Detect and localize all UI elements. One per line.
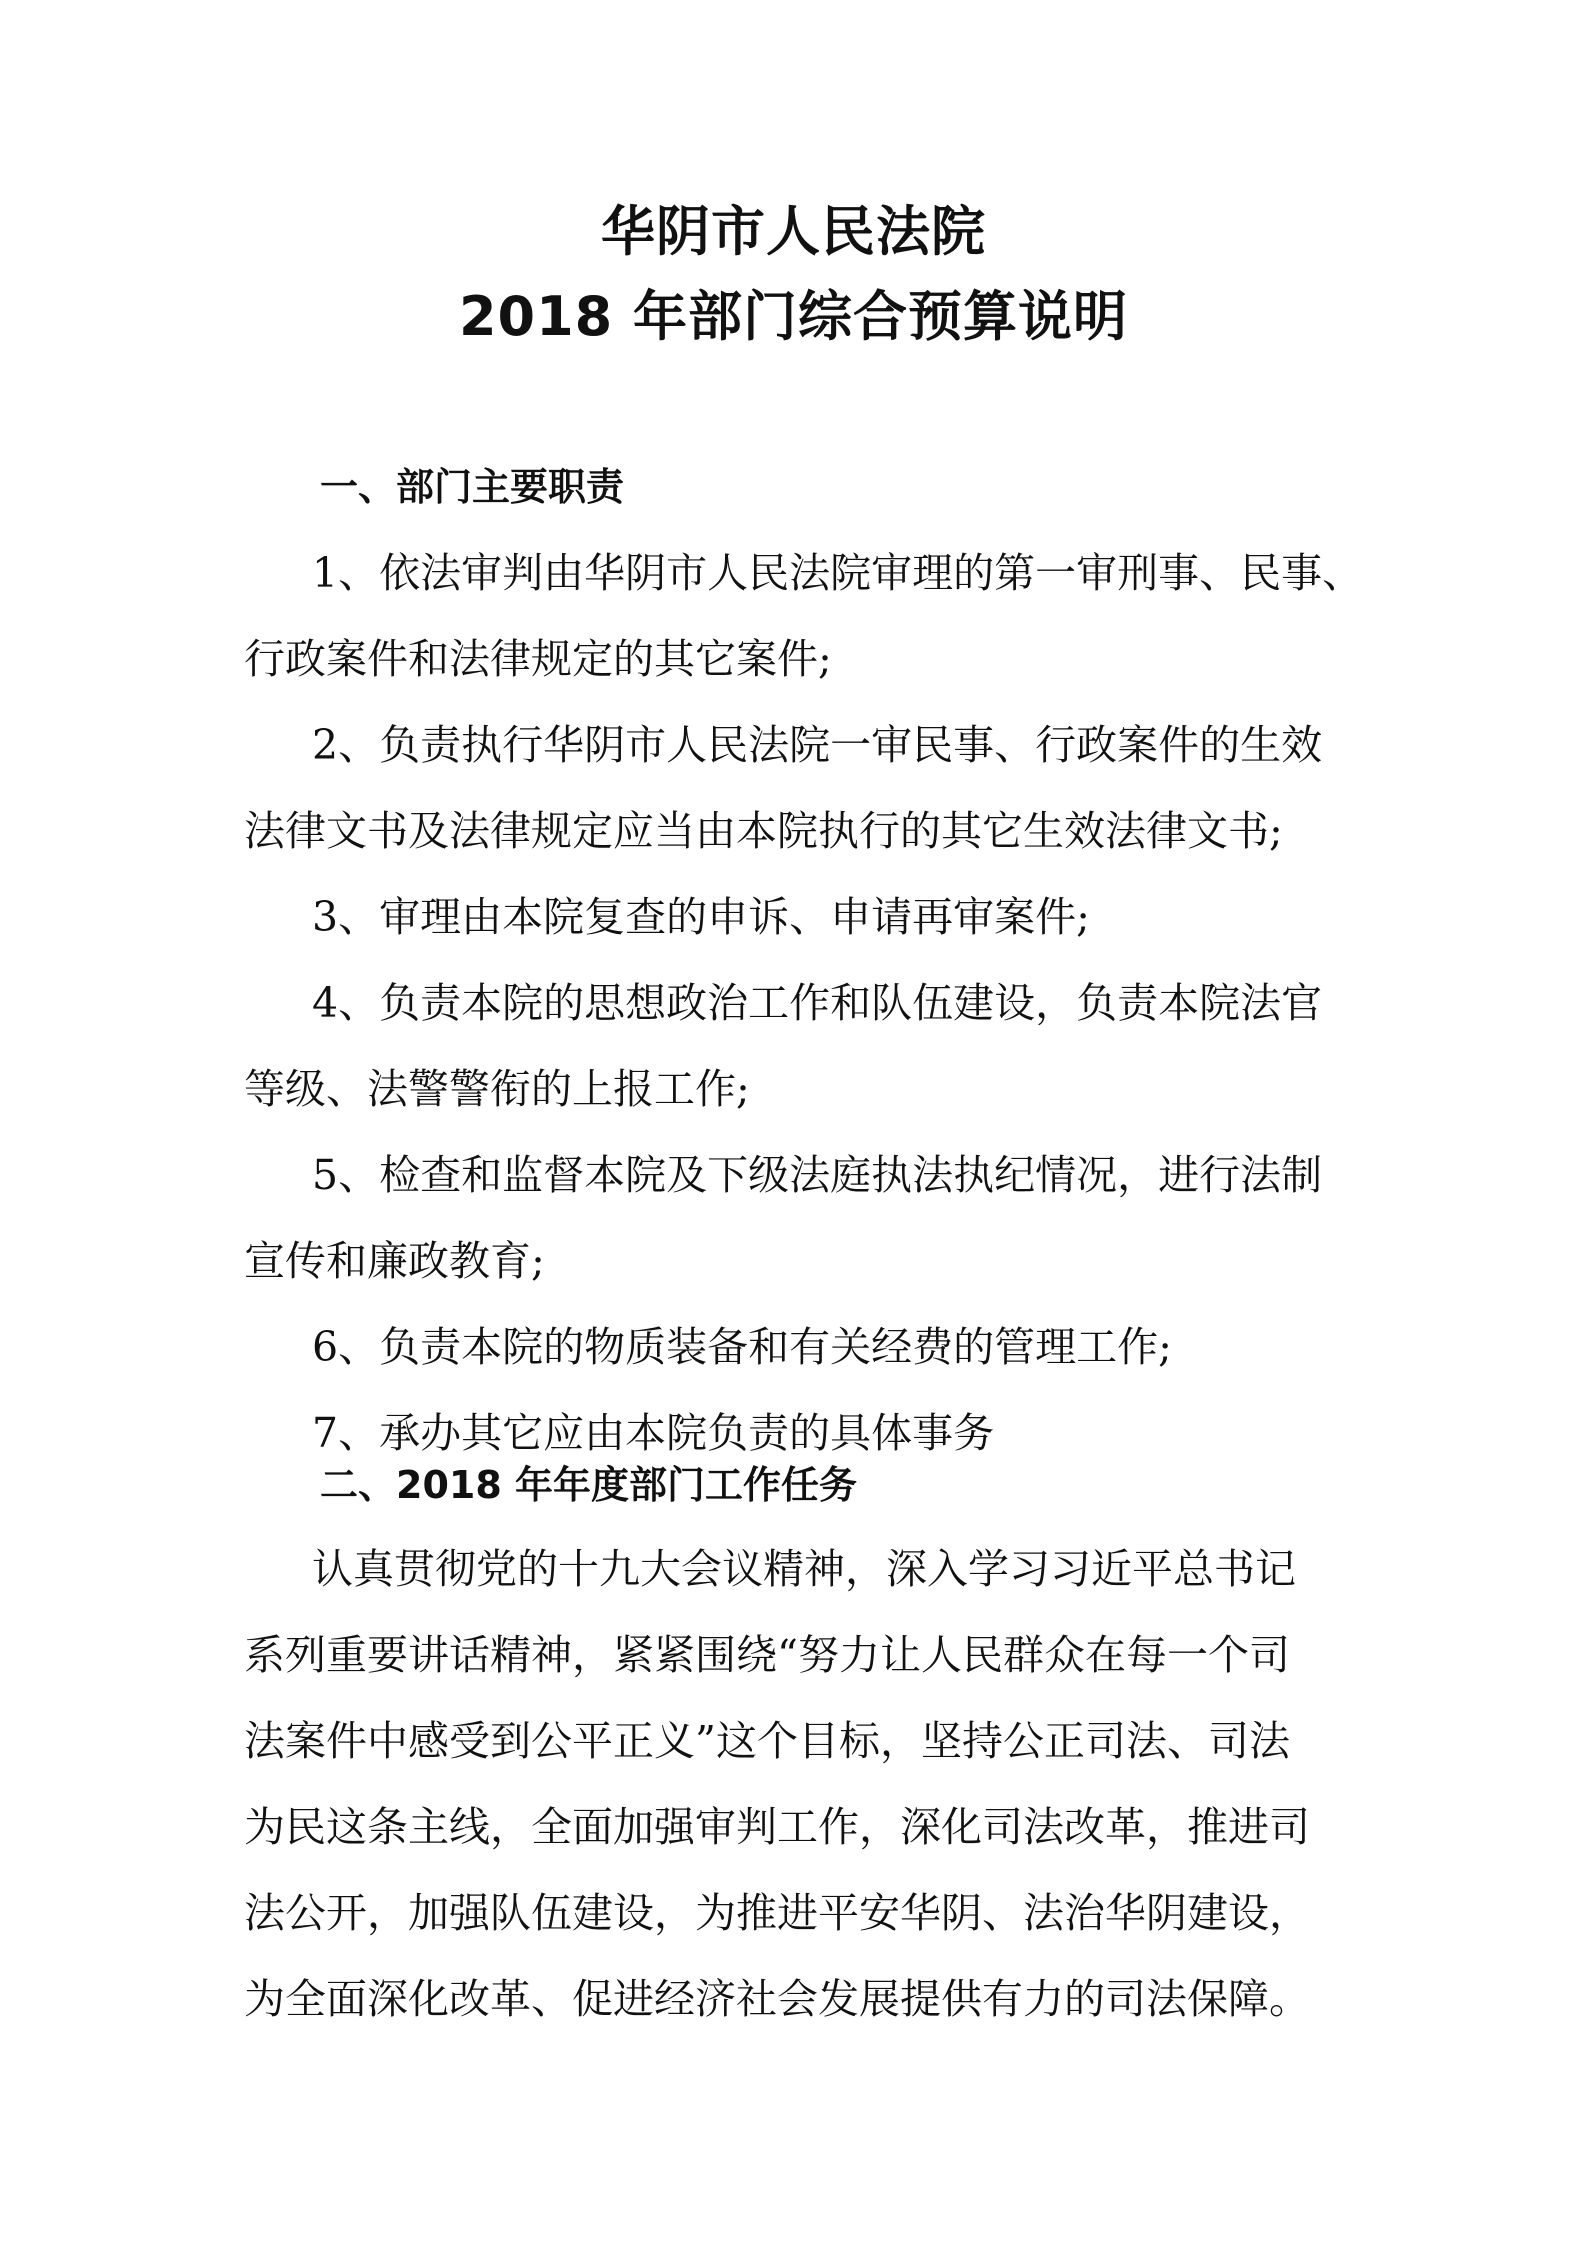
section-2-line: 系列重要讲话精神，紧紧围绕“努力让人民群众在每一个司	[244, 1631, 1290, 1679]
document-title-line-1: 华阴市人民法院	[601, 200, 986, 263]
section-1-line: 行政案件和法律规定的其它案件;	[244, 635, 832, 683]
section-2-line: 法公开，加强队伍建设，为推进平安华阴、法治华阴建设，	[244, 1889, 1310, 1937]
section-2-line: 法案件中感受到公平正义”这个目标，坚持公正司法、司法	[244, 1717, 1290, 1765]
section-2-line: 为民这条主线，全面加强审判工作，深化司法改革，推进司	[244, 1803, 1310, 1851]
section-1-line: 4、负责本院的思想政治工作和队伍建设，负责本院法官	[312, 979, 1323, 1027]
section-1-line: 5、检查和监督本院及下级法庭执法执纪情况，进行法制	[312, 1151, 1323, 1199]
section-2-line: 为全面深化改革、促进经济社会发展提供有力的司法保障。	[244, 1975, 1310, 2023]
section-1-heading: 一、部门主要职责	[320, 465, 625, 509]
section-1-line: 7、承办其它应由本院负责的具体事务	[312, 1409, 995, 1457]
section-1-line: 2、负责执行华阴市人民法院一审民事、行政案件的生效	[312, 721, 1323, 769]
section-1-line: 宣传和廉政教育;	[244, 1237, 545, 1285]
section-1-line: 6、负责本院的物质装备和有关经费的管理工作;	[312, 1323, 1172, 1371]
section-1-line: 1、依法审判由华阴市人民法院审理的第一审刑事、民事、	[312, 549, 1364, 597]
section-1-line: 等级、法警警衔的上报工作;	[244, 1065, 750, 1113]
section-1-line: 3、审理由本院复查的申诉、申请再审案件;	[312, 893, 1090, 941]
document-title-line-2: 2018 年部门综合预算说明	[458, 285, 1129, 348]
section-2-heading: 二、2018 年年度部门工作任务	[320, 1463, 857, 1507]
section-2-line: 认真贯彻党的十九大会议精神，深入学习习近平总书记	[312, 1545, 1296, 1593]
section-1-line: 法律文书及法律规定应当由本院执行的其它生效法律文书;	[244, 807, 1283, 855]
